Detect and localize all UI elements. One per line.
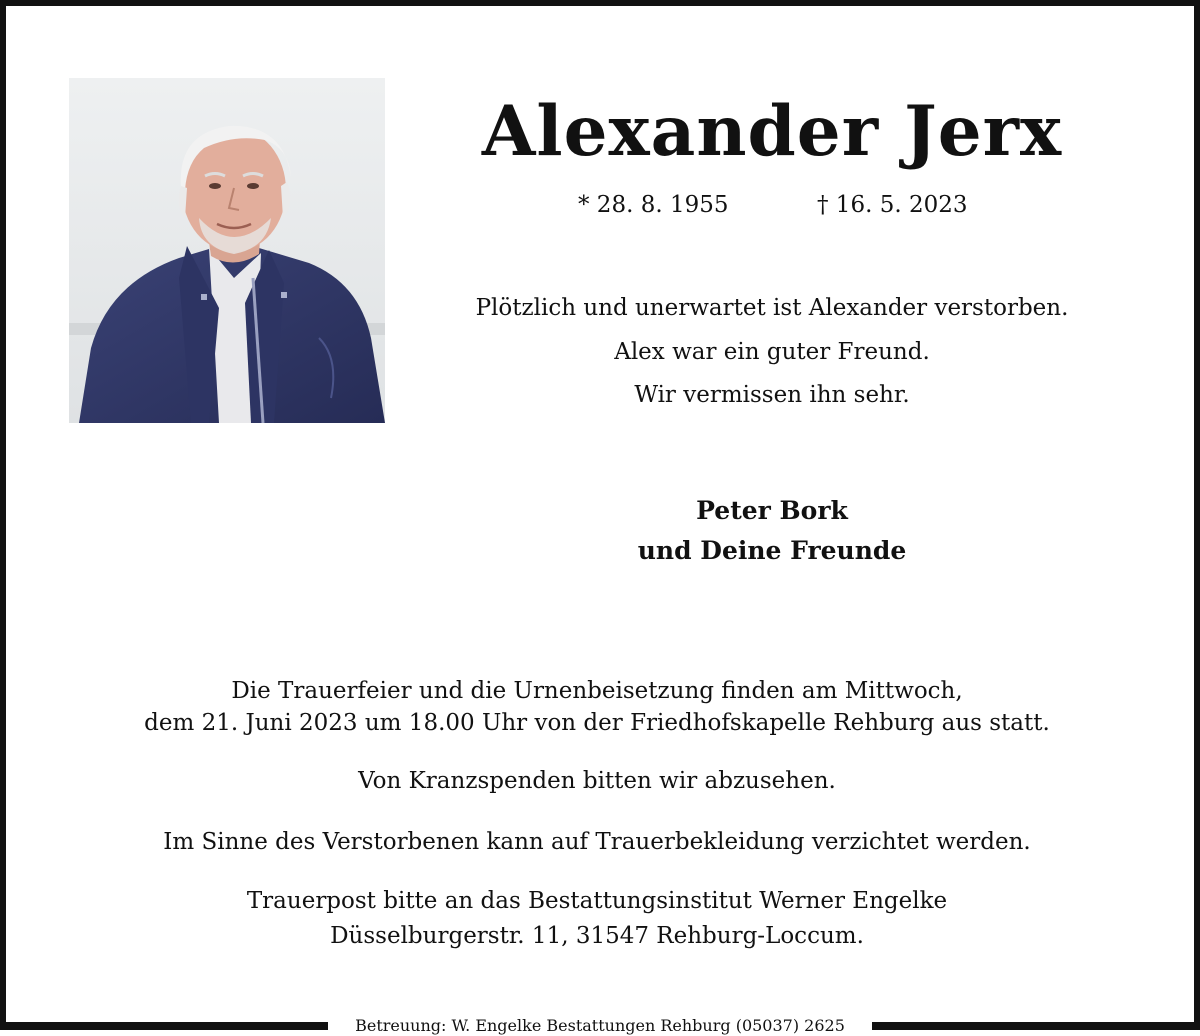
birth-date: * 28. 8. 1955 [578, 192, 729, 218]
verse-line: Wir vermissen ihn sehr. [634, 382, 910, 408]
footer-bar [0, 1018, 1200, 1036]
verse-line: Alex war ein guter Freund. [614, 339, 930, 365]
flowers-note: Von Kranzspenden bitten wir abzusehen. [358, 768, 836, 794]
footer-rule-right [872, 1022, 1200, 1030]
funeral-home-credit: Betreuung: W. Engelke Bestattungen Rehburg (05037) 2625 [355, 1016, 845, 1035]
signatory-name: und Deine Freunde [637, 536, 907, 565]
dress-note: Im Sinne des Verstorbenen kann auf Trauerbekleidung verzichtet werden. [163, 829, 1031, 855]
death-date: † 16. 5. 2023 [817, 192, 968, 218]
condolence-address-line: Düsselburgerstr. 11, 31547 Rehburg-Loccum. [330, 923, 864, 949]
condolence-address-line: Trauerpost bitte an das Bestattungsinstitut Werner Engelke [246, 888, 948, 914]
verse-line: Plötzlich und unerwartet ist Alexander verstorben. [475, 295, 1069, 321]
service-info-line: dem 21. Juni 2023 um 18.00 Uhr von der Friedhofskapelle Rehburg aus statt. [144, 710, 1050, 736]
signatory-name: Peter Bork [696, 496, 848, 525]
deceased-name: Alexander Jerx [481, 91, 1063, 172]
service-info-line: Die Trauerfeier und die Urnenbeisetzung finden am Mittwoch, [231, 678, 963, 704]
footer-rule-left [0, 1022, 328, 1030]
portrait-photo [69, 78, 385, 423]
